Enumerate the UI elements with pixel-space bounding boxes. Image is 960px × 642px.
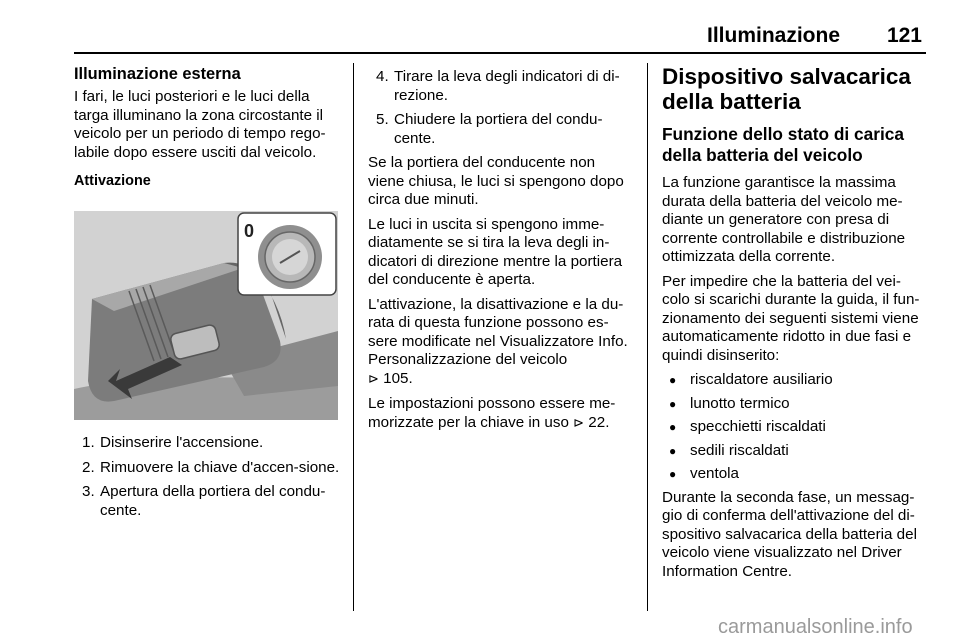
watermark: carmanualsonline.info — [718, 616, 913, 638]
paragraph: Per impedire che la batteria del vei-colo si scarichi durante la guida, il fun-zionamento dei seguenti sistemi viene automaticamente ridotto in due fasi e quindi disinserito: — [662, 272, 920, 364]
list-item: 5. Chiudere la portiera del condu-cente. — [376, 111, 603, 147]
ignition-position-label: 0 — [244, 221, 255, 241]
list-item: 3. Apertura della portiera del condu-cente. — [82, 483, 326, 519]
page-title: Illuminazione — [706, 24, 840, 47]
list-item: ● lunotto termico — [662, 395, 928, 414]
paragraph: Le luci in uscita si spengono imme-diatamente se si tira la leva degli in-dicatori di direzione mentre la portiera del conducente è aperta. — [368, 215, 623, 288]
steps-list-1 — [74, 434, 340, 520]
paragraph: La funzione garantisce la massima durata della batteria del veicolo me-diante un generatore con presa di corrente controllabile e distribuzione ottimizzata della corrente. — [662, 174, 906, 265]
list-item: ● riscaldatore ausiliario — [662, 371, 928, 390]
paragraph: L'attivazione, la disattivazione e la du-rata di questa funzione possono es-sere modificate nel Visualizzatore Info. Personalizzazione del veicolo ⊳ 105. — [368, 295, 628, 387]
column-divider-1 — [353, 63, 354, 611]
intro-paragraph: I fari, le luci posteriori e le luci della targa illuminano la zona circostante il veicolo per un periodo di tempo rego-labile dopo essere usciti dal veicolo. — [74, 88, 326, 161]
cross-reference-icon: ⊳ — [368, 371, 379, 387]
list-item: 1. Disinserire l'accensione. — [82, 434, 264, 451]
cross-reference-icon: ⊳ — [573, 415, 585, 431]
column-1 — [74, 64, 340, 201]
page-number: 121 — [886, 24, 922, 47]
paragraph: Durante la seconda fase, un messag-gio di conferma dell'attivazione del di-spositivo salvacarica della batteria del veicolo viene visualizzato nel Driver Information Centre. — [662, 488, 917, 580]
steps-list-2 — [368, 68, 634, 148]
page-reference-link[interactable]: 105. — [383, 369, 413, 387]
header-rule — [74, 52, 926, 54]
list-item: 2. Rimuovere la chiave d'accen-sione. — [82, 458, 340, 476]
column-3 — [662, 64, 928, 587]
list-item: 4. Tirare la leva degli indicatori di di-rezione. — [376, 68, 620, 104]
subheading-activation: Attivazione — [74, 173, 151, 189]
column-1-steps — [74, 434, 340, 526]
section-heading-battery-saver: Dispositivo salvacarica della batteria — [662, 64, 911, 114]
lever-illustration — [74, 211, 338, 420]
paragraph: Se la portiera del conducente non viene chiusa, le luci si spengono dopo circa due minuti. — [368, 154, 624, 208]
list-item: ● specchietti riscaldati — [662, 418, 928, 437]
list-item: ● sedili riscaldati — [662, 442, 928, 461]
section-heading-exterior-lighting: Illuminazione esterna — [74, 65, 241, 83]
column-2 — [368, 68, 634, 439]
paragraph: Le impostazioni possono essere me-morizzate per la chiave in uso ⊳ 22. — [368, 395, 616, 431]
page-reference-link[interactable]: 22. — [588, 413, 610, 431]
subheading-charge-state: Funzione dello stato di carica della batteria del veicolo — [662, 124, 904, 165]
column-divider-2 — [647, 63, 648, 611]
list-item: ● ventola — [662, 465, 928, 484]
disabled-systems-list — [662, 371, 928, 484]
turn-signal-lever-figure — [74, 211, 338, 420]
